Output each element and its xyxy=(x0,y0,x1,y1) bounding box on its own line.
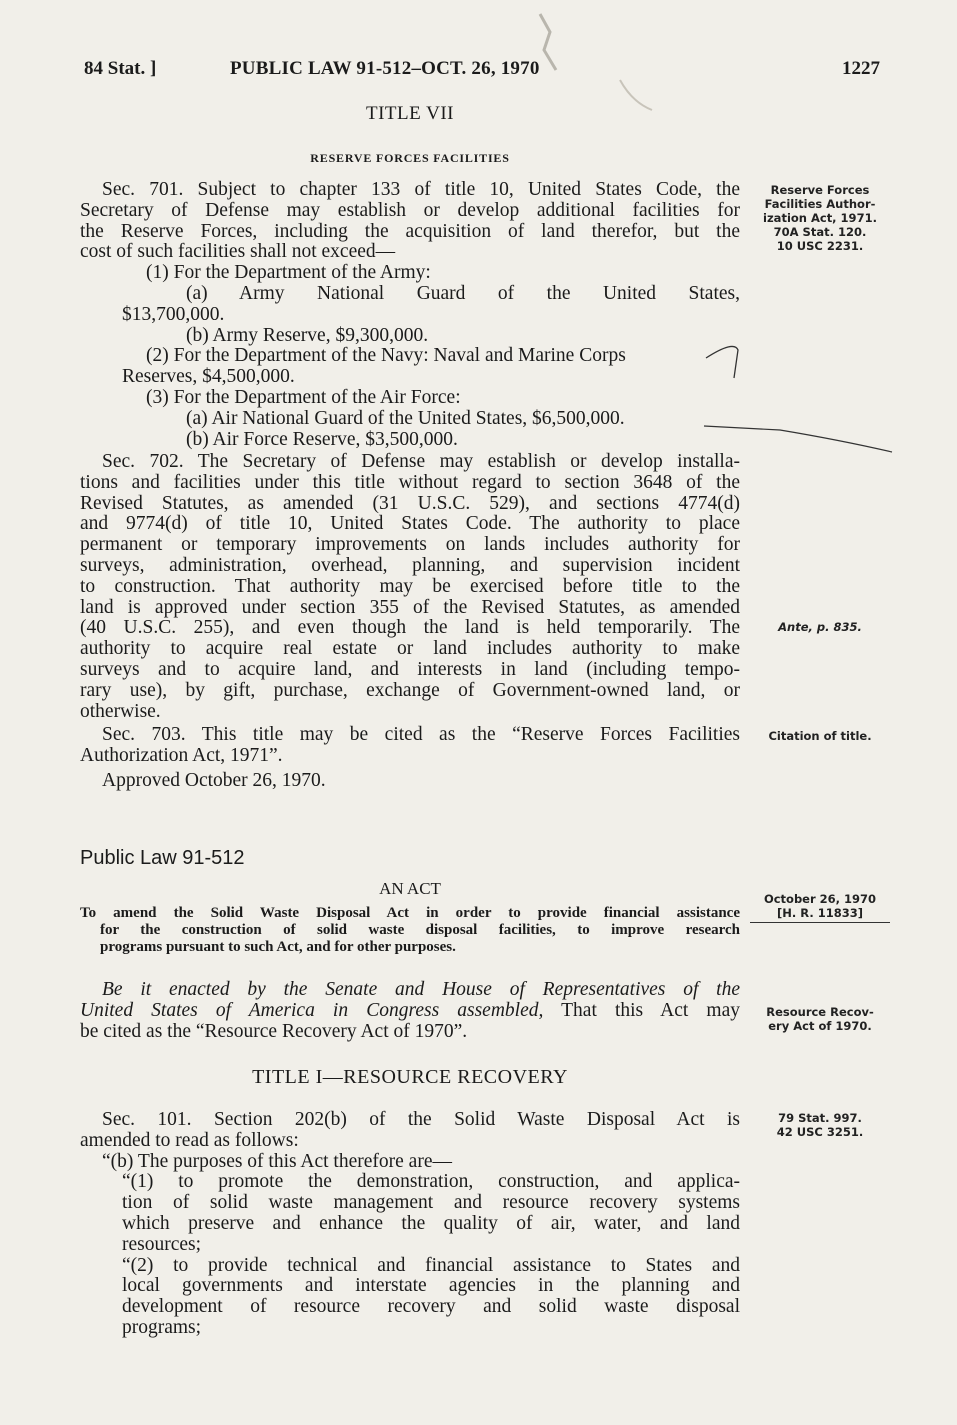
air-force-item-a: (a) Air National Guard of the United States, $6,500,000. xyxy=(186,407,625,429)
text-line: programs; xyxy=(122,1316,202,1338)
margin-line: 79 Stat. 997. xyxy=(778,1111,862,1125)
text-line: (40 U.S.C. 255), and even though the land is held temporarily. The xyxy=(80,617,740,639)
air-force-item-b: (b) Air Force Reserve, $3,500,000. xyxy=(186,428,458,450)
text-line: resources; xyxy=(122,1233,202,1255)
text-line: land is approved under section 355 of the Revised Statutes, as amended xyxy=(80,596,740,618)
margin-note-citation: Citation of title. xyxy=(768,729,872,743)
handwritten-marks xyxy=(700,330,900,460)
margin-note-resource-recovery xyxy=(750,1005,890,1033)
section-703 xyxy=(80,725,740,767)
text-line: Sec. 702. The Secretary of Defense may establish or develop installa- xyxy=(102,451,740,472)
army-item-b: (b) Army Reserve, $9,300,000. xyxy=(186,324,429,346)
text-line: rary use), by gift, purchase, exchange of Government-owned land, or xyxy=(80,679,740,701)
margin-line: October 26, 1970 xyxy=(763,892,877,906)
text-line: Secretary of Defense may establish or develop additional facilities for xyxy=(80,199,740,221)
section-101 xyxy=(80,1110,740,1339)
an-act-heading: AN ACT xyxy=(379,879,441,898)
enacting-rest: That this Act may xyxy=(543,999,740,1021)
army-item-a: (a) Army National Guard of the United States, xyxy=(186,282,740,304)
header-page-number: 1227 xyxy=(842,58,880,79)
margin-line: [H. R. 11833] xyxy=(750,906,890,923)
section-701 xyxy=(80,180,740,450)
margin-line: Reserve Forces xyxy=(770,183,870,197)
text-line: authority to acquire real estate or land includes authority to make xyxy=(80,638,740,660)
navy-line-1: (2) For the Department of the Navy: Naval and Marine Corps xyxy=(146,345,626,367)
text-line: “(1) to promote the demonstration, construction, and applica- xyxy=(122,1171,740,1193)
text-line: the Reserve Forces, including the acquisition of land therefor, but the xyxy=(80,220,740,242)
text-line: Revised Statutes, as amended (31 U.S.C. 529), and sections 4774(d) xyxy=(80,492,740,514)
air-force-heading: (3) For the Department of the Air Force: xyxy=(146,386,461,408)
title-i-heading: TITLE I—RESOURCE RECOVERY xyxy=(252,1066,568,1088)
text-line: programs pursuant to such Act, and for other purposes. xyxy=(100,939,456,955)
text-line: Sec. 701. Subject to chapter 133 of title 10, United States Code, the xyxy=(102,179,740,200)
enacting-clause xyxy=(80,980,740,1042)
text-line: tion of solid waste management and resource recovery systems xyxy=(122,1192,740,1214)
margin-line: 42 USC 3251. xyxy=(776,1125,864,1139)
margin-note-date xyxy=(750,892,890,923)
text-line: for the construction of solid waste disposal facilities, to improve research xyxy=(100,922,740,938)
text-line xyxy=(80,1001,740,1022)
purposes-heading: “(b) The purposes of this Act therefore are— xyxy=(102,1150,452,1172)
text-line: Authorization Act, 1971”. xyxy=(80,744,283,766)
title-vii-heading: TITLE VII xyxy=(365,103,455,124)
text-line: be cited as the “Resource Recovery Act of 1970”. xyxy=(80,1020,468,1042)
margin-line: Facilities Author- xyxy=(764,197,876,211)
army-heading: (1) For the Department of the Army: xyxy=(146,262,431,284)
margin-line: ization Act, 1971. xyxy=(763,211,877,225)
header-law: PUBLIC LAW 91-512–OCT. 26, 1970 xyxy=(230,58,540,79)
text-line: amended to read as follows: xyxy=(80,1129,299,1151)
text-line: surveys and to acquire land, and interests in land (including tempo- xyxy=(80,658,740,680)
text-line: otherwise. xyxy=(80,700,161,722)
margin-note-ante: Ante, p. 835. xyxy=(778,620,862,634)
text-line: Sec. 703. This title may be cited as the “Reserve Forces Facilities xyxy=(102,724,740,745)
margin-line: ery Act of 1970. xyxy=(768,1019,872,1033)
text-line: Be it enacted by the Senate and House of Representatives of the xyxy=(102,979,740,1000)
margin-note-reserve-forces xyxy=(750,183,890,253)
text-line: local governments and interstate agencies in the planning and xyxy=(122,1275,740,1297)
item-1 xyxy=(80,1172,740,1193)
header-volume: 84 Stat. ] xyxy=(84,58,157,79)
margin-line: 70A Stat. 120. xyxy=(773,225,867,239)
text-line: and 9774(d) of title 10, United States Code. The authority to place xyxy=(80,513,740,535)
margin-note-statute-ref xyxy=(750,1111,890,1139)
text-line: To amend the Solid Waste Disposal Act in order to provide financial assistance xyxy=(80,905,740,921)
margin-line: 10 USC 2231. xyxy=(776,239,864,253)
navy-line-2: Reserves, $4,500,000. xyxy=(122,366,295,388)
section-702 xyxy=(80,452,740,722)
public-law-heading: Public Law 91-512 xyxy=(80,847,245,869)
margin-line: Resource Recov- xyxy=(766,1005,874,1019)
text-line: cost of such facilities shall not exceed— xyxy=(80,241,396,263)
item-2-line: “(2) to provide technical and financial assistance to States and xyxy=(122,1254,740,1276)
approved-line: Approved October 26, 1970. xyxy=(102,770,326,791)
text-line: tions and facilities under this title without regard to section 3648 of the xyxy=(80,471,740,493)
text-line: development of resource recovery and solid waste disposal xyxy=(122,1296,740,1318)
text-line: to construction. That authority may be exercised before title to the xyxy=(80,575,740,597)
text-line: permanent or temporary improvements on lands includes authority for xyxy=(80,534,740,556)
text-line: surveys, administration, overhead, planning, and supervision incident xyxy=(80,554,740,576)
title-vii-subtitle: RESERVE FORCES FACILITIES xyxy=(310,151,510,165)
text-line: Sec. 101. Section 202(b) of the Solid Waste Disposal Act is xyxy=(102,1109,740,1130)
text-line: which preserve and enhance the quality of air, water, and land xyxy=(122,1212,740,1234)
act-purpose xyxy=(80,905,740,956)
army-item-a-amount: $13,700,000. xyxy=(122,303,225,325)
enacting-italic: United States of America in Congress assembled, xyxy=(80,999,544,1021)
